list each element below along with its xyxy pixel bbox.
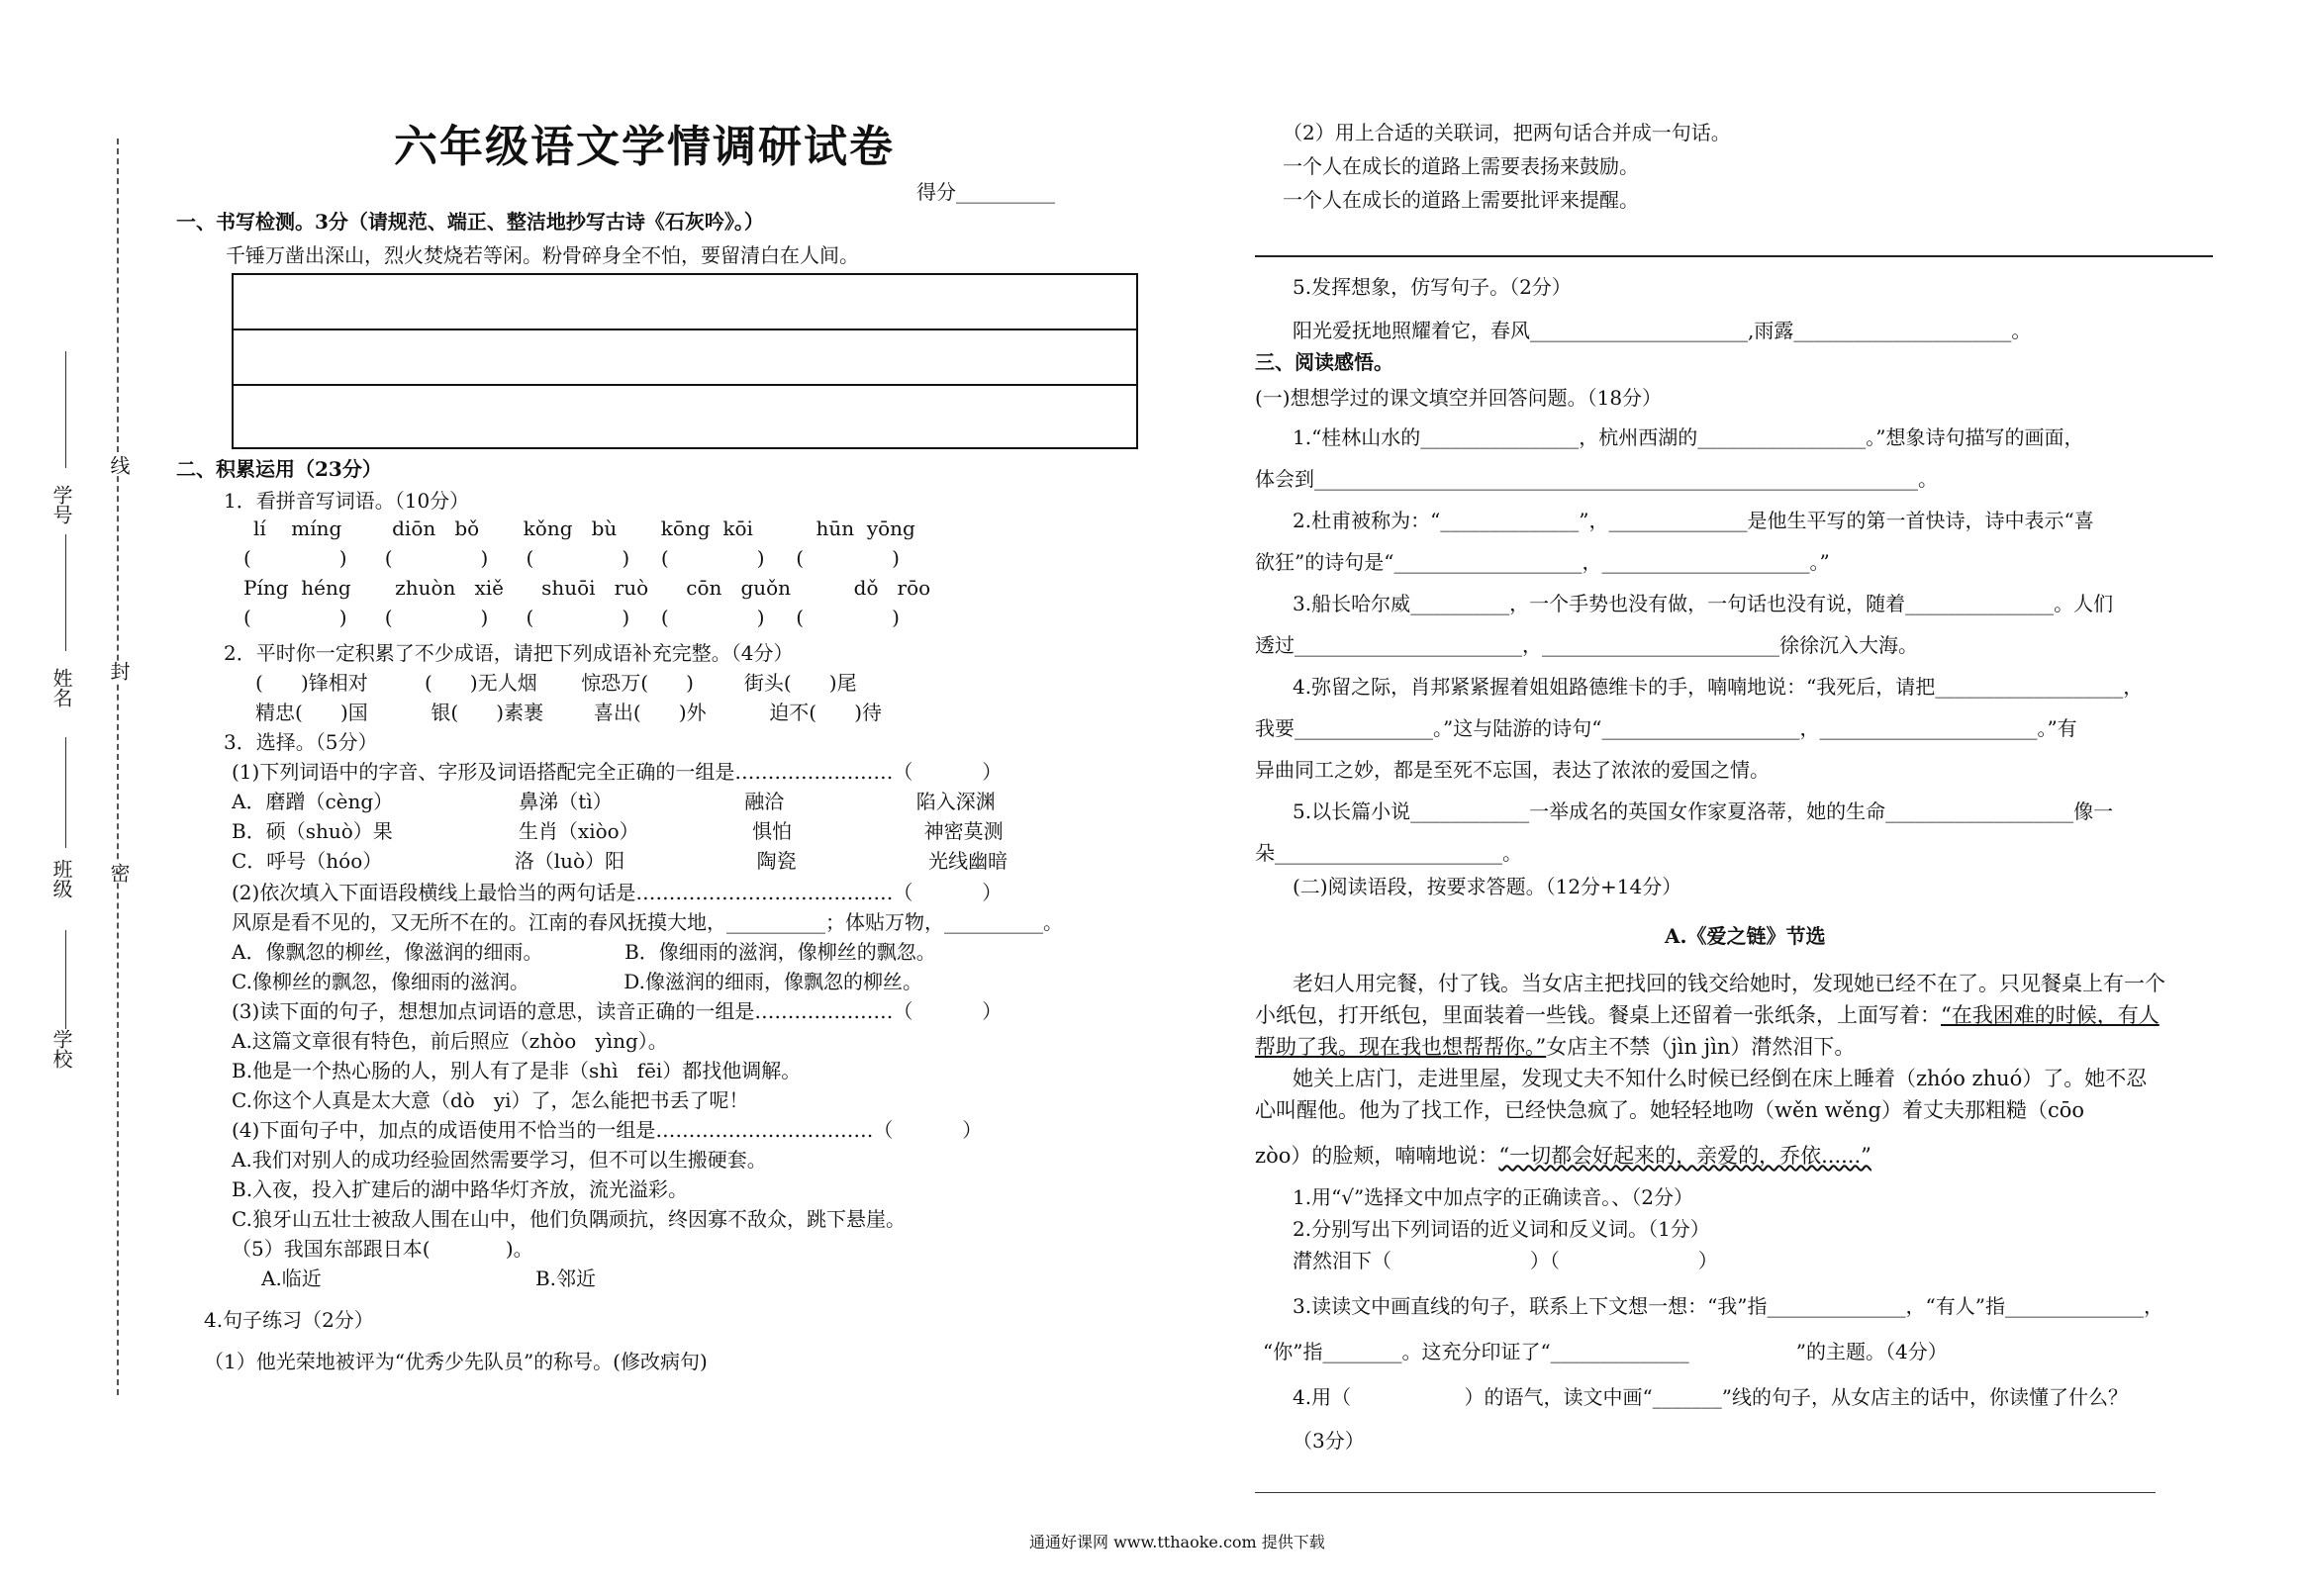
seal-char-mi: 密 [105, 863, 134, 883]
name-label: 姓名 [49, 668, 73, 707]
r4-line2[interactable]: 我要______________。”这与陆游的诗句“____________________，______________________。”有 [1255, 716, 2077, 740]
q3-4-option-c: C.狼牙山五壮士被敌人围在山中，他们负隅顽抗，终因寡不敌众，跳下悬崖。 [232, 1207, 906, 1231]
q4-2-sentence-1: 一个人在成长的道路上需要表扬来鼓励。 [1283, 154, 1639, 178]
reading-part2-header: (二)阅读语段，按要求答题。（12分+14分） [1293, 875, 1682, 898]
passage-line [1255, 1031, 1855, 1061]
q4-2-sentence-2: 一个人在成长的道路上需要批评来提醒。 [1283, 188, 1639, 212]
a4-line1[interactable]: 4.用（ ）的语气，读文中画“_______”线的句子，从女店主的话中，你读懂了什么？ [1293, 1385, 2128, 1409]
pinyin-row: lí míng diōn bǒ kǒng bù kōng kōi hūn yōng [253, 516, 915, 540]
student-id-label: 学号 [49, 485, 73, 524]
q1-prompt: 1．看拼音写词语。（10分） [224, 489, 470, 513]
section1-header: 一、书写检测。3分（请规范、端正、整洁地抄写古诗《石灰吟》。） [176, 210, 764, 234]
answer-line[interactable] [1255, 255, 2213, 257]
q3-3-option-b: B.他是一个热心肠的人，别人有了是非（shì fēi）都找他调解。 [232, 1059, 802, 1082]
q3-1-stem: (1)下列词语中的字音、字形及词语搭配完全正确的一组是……………………（ ） [232, 760, 1003, 784]
passage-title: A.《爱之链》节选 [1665, 924, 1826, 948]
footer-source: 通通好课网 www.tthaoke.com 提供下载 [1029, 1533, 1325, 1551]
q3-1-option-a: A．磨蹭（cèng） 鼻涕（tì） 融洽 陷入深渊 [232, 790, 996, 813]
class-label: 班级 [49, 859, 73, 898]
r1-line1[interactable]: 1.“桂林山水的________________，杭州西湖的_________________。”想象诗句描写的画面， [1293, 425, 2084, 449]
q3-prompt: 3．选择。（5分） [224, 730, 378, 754]
q3-2-text: 风原是看不见的，又无所不在的。江南的春风抚摸大地，__________；体贴万物，__________。 [232, 910, 1063, 934]
student-id-blank[interactable] [65, 351, 66, 468]
a2-prompt: 2.分别写出下列词语的近义词和反义词。（1分） [1293, 1217, 1710, 1241]
pinyin-row: Píng héng zhuòn xiě shuōi ruò cōn guǒn dǒ rōo [243, 576, 931, 600]
a3-line2[interactable]: “你”指________。这充分印证了“______________ ”的主题。（4分） [1263, 1340, 1948, 1363]
passage-line: 老妇人用完餐，付了钱。当女店主把找回的钱交给她时，发现她已经不在了。只见餐桌上有一个 [1293, 972, 2165, 995]
page-title: 六年级语文学情调研试卷 [394, 122, 895, 172]
wavy-underlined-sentence: “一切都会好起来的，亲爱的，乔依......” [1498, 1144, 1871, 1168]
q3-5-options: A.临近 B.邻近 [261, 1267, 597, 1290]
q5-sentence[interactable]: 阳光爱抚地照耀着它，春风______________________,雨露______________________。 [1293, 319, 2032, 342]
q5-prompt: 5.发挥想象，仿写句子。（2分） [1293, 275, 1572, 299]
q4-prompt: 4.句子练习（2分） [204, 1308, 374, 1332]
r2-line1[interactable]: 2.杜甫被称为：“______________”，______________是他生平写的第一首快诗，诗中表示“喜 [1293, 509, 2094, 532]
passage-line [1255, 999, 2159, 1029]
seal-char-xian: 线 [105, 455, 134, 475]
q3-3-option-c: C.你这个人真是太大意（dò yi）了，怎么能把书丢了呢！ [232, 1088, 749, 1112]
q3-2-options-ab: A．像飘忽的柳丝，像滋润的细雨。 B．像细雨的滋润，像柳丝的飘忽。 [232, 940, 936, 964]
q2-prompt: 2．平时你一定积累了不少成语，请把下列成语补充完整。（4分） [224, 641, 794, 665]
a1-prompt: 1.用“√”选择文中加点字的正确读音。、（2分） [1293, 1185, 1693, 1209]
poem-text: 千锤万凿出深山，烈火焚烧若等闲。粉骨碎身全不怕，要留清白在人间。 [226, 243, 859, 267]
idiom-row[interactable]: ( )锋相对 ( )无人烟 惊恐万( ) 街头( )尾 [255, 671, 857, 695]
passage-line: 她关上店门，走进里屋，发现丈夫不知什么时候已经倒在床上睡着（zhóo zhuó）了。她不忍 [1293, 1067, 2148, 1090]
q3-2-stem: (2)依次填入下面语段横线上最恰当的两句话是…………………………………（ ） [232, 881, 1003, 904]
answer-line[interactable] [1255, 1492, 2156, 1493]
school-blank[interactable] [65, 930, 66, 1029]
a2-item[interactable]: 潸然泪下（ ）（ ） [1293, 1249, 1718, 1272]
q3-1-option-b: B．硕（shuò）果 生肖（xiòo） 惧怕 神密莫测 [232, 819, 1004, 843]
school-label: 学校 [49, 1029, 73, 1069]
r3-line2[interactable]: 透过_______________________，________________________徐徐沉入大海。 [1255, 633, 1918, 657]
underlined-sentence: 帮助了我。现在我也想帮帮你。” [1255, 1035, 1547, 1059]
q3-4-stem: (4)下面句子中，加点的成语使用不恰当的一组是……………………………（ ） [232, 1118, 983, 1142]
passage-text: 女店主不禁（jìn jìn）潸然泪下。 [1546, 1035, 1856, 1059]
q3-4-option-a: A.我们对别人的成功经验固然需要学习，但不可以生搬硬套。 [232, 1148, 767, 1172]
r4-line1[interactable]: 4.弥留之际，肖邦紧紧握着姐姐路德维卡的手，喃喃地说：“我死后，请把___________________， [1293, 675, 2144, 699]
underlined-sentence: “在我困难的时候，有人 [1941, 1003, 2159, 1027]
name-blank[interactable] [65, 534, 66, 651]
writing-line[interactable] [234, 275, 1136, 330]
r4-line3: 异曲同工之妙，都是至死不忘国，表达了浓浓的爱国之情。 [1255, 758, 1770, 782]
section3-header: 三、阅读感悟。 [1255, 350, 1393, 374]
class-blank[interactable] [65, 737, 66, 848]
r2-line2[interactable]: 欲狂”的诗句是“___________________，_____________________。” [1255, 550, 1830, 574]
r5-line2[interactable]: 朵_______________________。 [1255, 841, 1522, 865]
section2-header: 二、积累运用（23分） [176, 457, 382, 481]
passage-line [1255, 1140, 1871, 1170]
answer-brackets-row[interactable]: ( ) ( ) ( ) ( ) ( ) [243, 546, 900, 570]
r5-line1[interactable]: 5.以长篇小说____________一举成名的英国女作家夏洛蒂，她的生命___________________像一 [1293, 799, 2114, 823]
q4-2-prompt: （2）用上合适的关联词，把两句话合并成一句话。 [1283, 121, 1731, 144]
passage-line: 心叫醒他。他为了找工作，已经快急疯了。她轻轻地吻（wěn wěng）着丈夫那粗糙（cōo [1255, 1098, 2085, 1122]
a3-line1[interactable]: 3.读读文中画直线的句子，联系上下文想一想：“我”指______________，“有人”指______________， [1293, 1294, 2163, 1318]
q4-1-prompt: （1）他光荣地被评为“优秀少先队员”的称号。(修改病句) [204, 1350, 708, 1373]
q3-2-options-cd: C.像柳丝的飘忽，像细雨的滋润。 D.像滋润的细雨，像飘忽的柳丝。 [232, 970, 922, 993]
q3-4-option-b: B.入夜，投入扩建后的湖中路华灯齐放，流光溢彩。 [232, 1177, 689, 1201]
reading-part1-header: (一)想想学过的课文填空并回答问题。（18分） [1255, 386, 1663, 410]
passage-text: zòo）的脸颊，喃喃地说： [1255, 1144, 1499, 1168]
seal-char-feng: 封 [105, 661, 134, 681]
q3-3-option-a: A.这篇文章很有特色，前后照应（zhòo yìng）。 [232, 1029, 668, 1053]
copy-writing-box[interactable] [232, 273, 1138, 449]
idiom-row[interactable]: 精忠( )国 银( )素裹 喜出( )外 迫不( )待 [255, 701, 883, 724]
writing-line[interactable] [234, 330, 1136, 386]
q3-5-stem: （5）我国东部跟日本( )。 [232, 1237, 533, 1261]
r1-line2[interactable]: 体会到_____________________________________________________________。 [1255, 467, 1938, 491]
r3-line1[interactable]: 3.船长哈尔威__________，一个手势也没有做，一句话也没有说，随着_______________。人们 [1293, 592, 2114, 615]
q3-3-stem: (3)读下面的句子，想想加点词语的意思，读音正确的一组是…………………（ ） [232, 999, 1003, 1023]
score-field[interactable]: 得分__________ [916, 180, 1055, 204]
binding-dashed-line [117, 139, 119, 1395]
passage-text: 小纸包，打开纸包，里面装着一些钱。餐桌上还留着一张纸条，上面写着： [1255, 1003, 1941, 1027]
writing-line[interactable] [234, 386, 1136, 441]
q3-1-option-c: C．呼号（hóo） 洛（luò）阳 陶瓷 光线幽暗 [232, 849, 1008, 873]
answer-brackets-row[interactable]: ( ) ( ) ( ) ( ) ( ) [243, 606, 900, 629]
a4-line2: （3分） [1293, 1429, 1365, 1453]
